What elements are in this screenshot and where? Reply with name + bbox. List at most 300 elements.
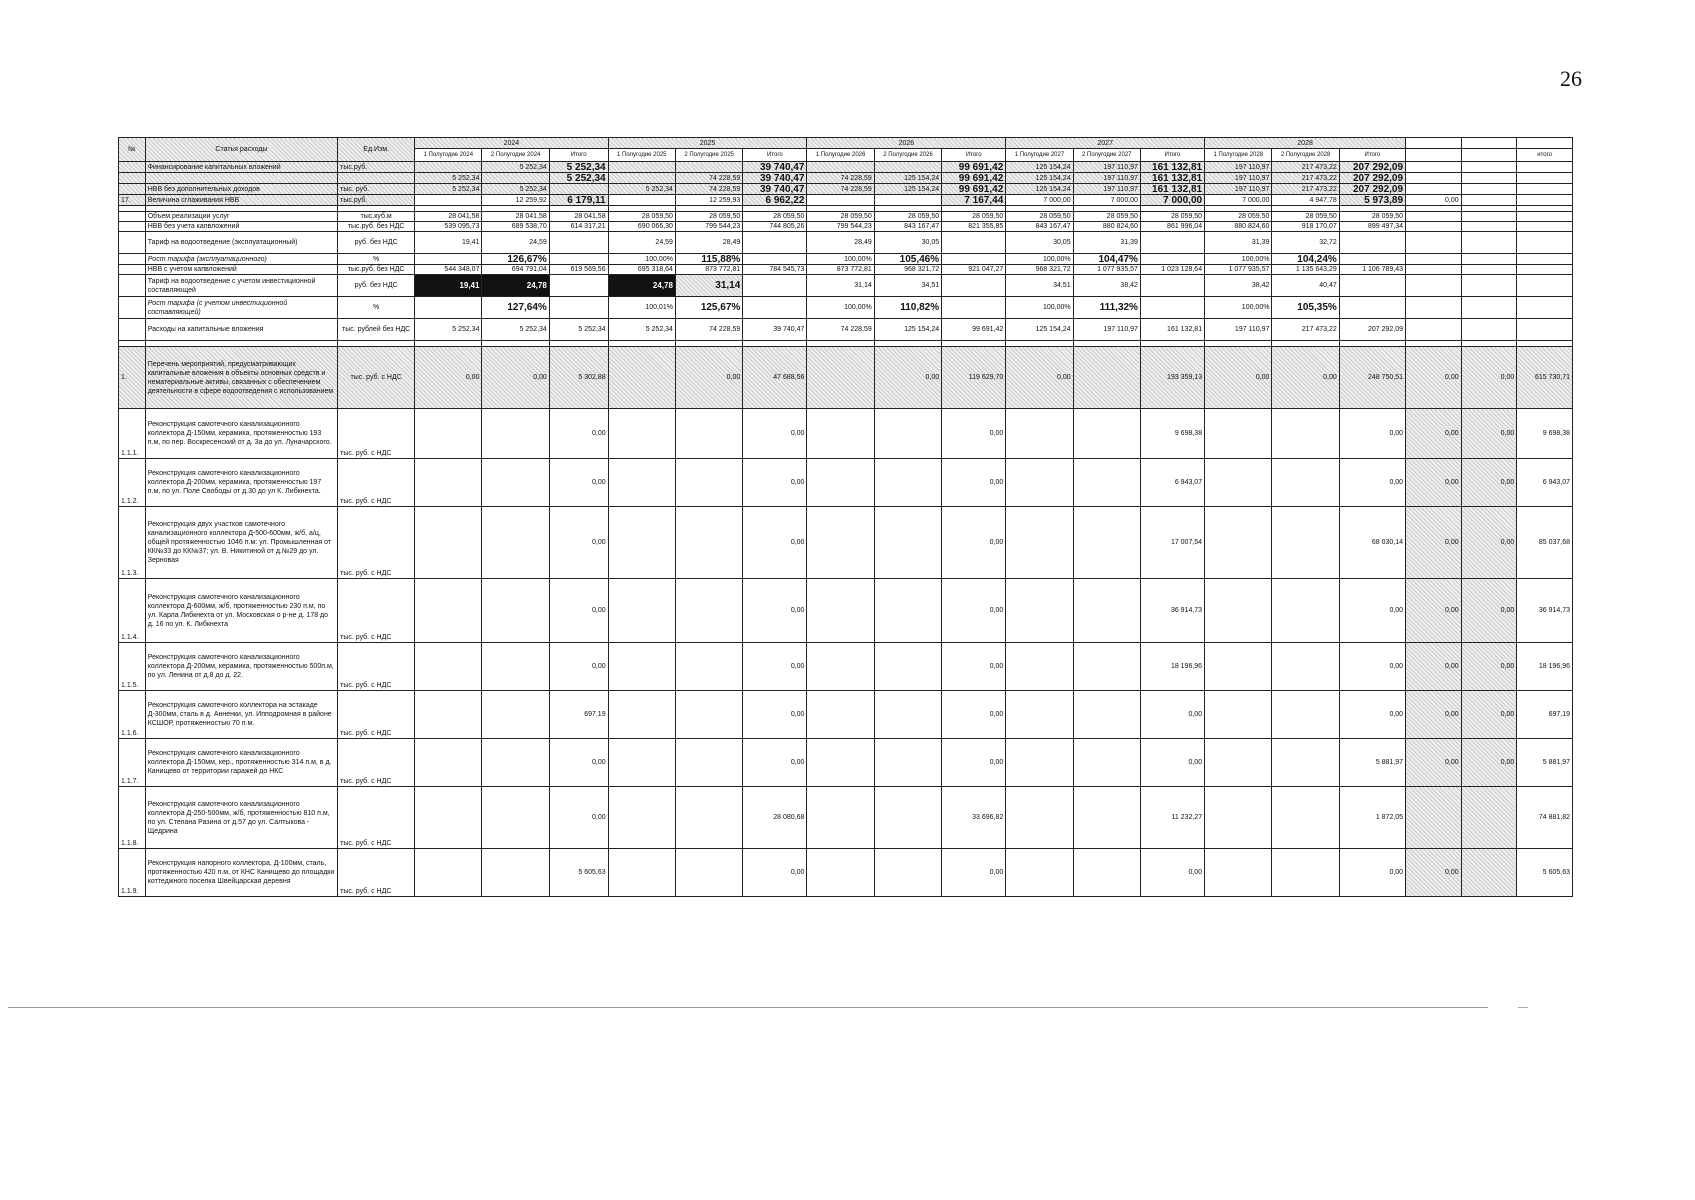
value-cell: 5 252,34 — [482, 162, 549, 173]
value-cell — [549, 232, 608, 254]
value-cell — [1140, 254, 1204, 265]
blank-cell — [482, 787, 549, 849]
value-cell: 28,49 — [675, 232, 742, 254]
value-cell: 1 872,05 — [1339, 787, 1405, 849]
blank-cell — [1406, 297, 1462, 319]
header-subcol: 1 Полугодие 2025 — [608, 149, 675, 162]
value-cell — [1461, 787, 1517, 849]
value-cell: 28 059,50 — [874, 212, 941, 222]
blank-cell — [675, 579, 742, 643]
row-num: 1.1.7. — [119, 739, 146, 787]
value-cell: 19,41 — [415, 275, 482, 297]
row-name: Финансирование капитальных вложений — [145, 162, 337, 173]
header-blank — [1461, 149, 1517, 162]
value-cell — [1406, 787, 1462, 849]
value-cell: 207 292,09 — [1339, 162, 1405, 173]
blank-cell — [415, 691, 482, 739]
value-cell: 5 881,97 — [1339, 739, 1405, 787]
value-cell — [807, 195, 874, 206]
row-unit: тыс.куб.м — [338, 212, 415, 222]
value-cell: 24,78 — [608, 275, 675, 297]
value-cell: 28 041,58 — [482, 212, 549, 222]
blank-cell — [1205, 691, 1272, 739]
value-cell — [743, 297, 807, 319]
value-cell: 9 698,38 — [1140, 409, 1204, 459]
blank-cell — [1406, 222, 1462, 232]
blank-cell — [1073, 507, 1140, 579]
value-cell: 24,59 — [482, 232, 549, 254]
value-cell: 12 259,93 — [675, 195, 742, 206]
value-cell: 7 167,44 — [942, 195, 1006, 206]
value-cell: 28,49 — [807, 232, 874, 254]
value-cell: 0,00 — [1339, 579, 1405, 643]
value-cell: 0,00 — [675, 347, 742, 409]
value-cell: 100,00% — [807, 297, 874, 319]
value-cell: 0,00 — [1339, 849, 1405, 897]
row-unit: тыс. руб. с НДС — [338, 459, 415, 507]
value-cell: 125 154,24 — [1006, 173, 1073, 184]
row-name: Рост тарифа (с учетом инвестиционной составляющей) — [145, 297, 337, 319]
total-cell: 9 698,38 — [1517, 409, 1573, 459]
total-cell — [1406, 173, 1462, 184]
row-num — [119, 275, 146, 297]
row-num: 1.1.9. — [119, 849, 146, 897]
blank-cell — [874, 507, 941, 579]
blank-cell — [1006, 409, 1073, 459]
row-name: Рост тарифа (эксплуатационного) — [145, 254, 337, 265]
blank-cell — [608, 579, 675, 643]
value-cell: 28 059,50 — [1140, 212, 1204, 222]
blank-cell — [675, 691, 742, 739]
value-cell — [874, 162, 941, 173]
header-num: № — [119, 138, 146, 162]
value-cell: 0,00 — [1406, 579, 1462, 643]
row-unit: тыс. рублей без НДС — [338, 319, 415, 341]
blank-cell — [608, 849, 675, 897]
value-cell: 1 106 789,43 — [1339, 265, 1405, 275]
value-cell: 0,00 — [1461, 739, 1517, 787]
blank-cell — [1461, 319, 1517, 341]
header-subcol: Итого — [743, 149, 807, 162]
blank-cell — [482, 409, 549, 459]
row-name: Реконструкция самотечного канализационного коллектора Д-150мм, кер., протяженностью 314 п.м, в д. Канищево от территории гаражей до НКС — [145, 739, 337, 787]
value-cell: 5 302,88 — [549, 347, 608, 409]
value-cell: 1 077 935,57 — [1073, 265, 1140, 275]
value-cell: 39 740,47 — [743, 173, 807, 184]
blank-cell — [1406, 275, 1462, 297]
blank-cell — [1517, 265, 1573, 275]
value-cell: 7 000,00 — [1073, 195, 1140, 206]
blank-cell — [807, 787, 874, 849]
value-cell: 100,01% — [608, 297, 675, 319]
value-cell: 843 167,47 — [1006, 222, 1073, 232]
blank-cell — [1073, 787, 1140, 849]
value-cell: 31,39 — [1073, 232, 1140, 254]
value-cell: 33 696,82 — [942, 787, 1006, 849]
blank-cell — [1517, 254, 1573, 265]
blank-cell — [1461, 265, 1517, 275]
value-cell: 99 691,42 — [942, 173, 1006, 184]
total-cell — [1406, 162, 1462, 173]
page-number: 26 — [1560, 66, 1582, 91]
value-cell — [675, 162, 742, 173]
value-cell: 74 228,59 — [807, 173, 874, 184]
row-name: Реконструкция самотечного канализационного коллектора Д-200мм, керамика, протяженностью 197 п.м, по ул. Поле Свободы от д.30 до ул К. Либкнехта. — [145, 459, 337, 507]
value-cell: 125 154,24 — [1006, 162, 1073, 173]
header-years-row — [119, 138, 1573, 149]
value-cell — [608, 173, 675, 184]
value-cell: 100,00% — [807, 254, 874, 265]
value-cell — [549, 184, 608, 195]
value-cell: 0,00 — [549, 579, 608, 643]
table-row — [119, 212, 1573, 222]
value-cell: 0,00 — [1406, 347, 1462, 409]
value-cell: 31,39 — [1205, 232, 1272, 254]
row-num — [119, 184, 146, 195]
value-cell: 24,59 — [608, 232, 675, 254]
table-row — [119, 691, 1573, 739]
value-cell: 0,00 — [1406, 643, 1462, 691]
blank-cell — [1517, 162, 1573, 173]
blank-cell — [608, 507, 675, 579]
value-cell: 7 000,00 — [1140, 195, 1204, 206]
row-num — [119, 162, 146, 173]
row-num — [119, 319, 146, 341]
value-cell: 34,51 — [1006, 275, 1073, 297]
value-cell: 40,47 — [1272, 275, 1339, 297]
value-cell: 207 292,09 — [1339, 173, 1405, 184]
value-cell: 0,00 — [549, 459, 608, 507]
value-cell: 125 154,24 — [874, 173, 941, 184]
blank-cell — [1006, 459, 1073, 507]
value-cell: 28 059,50 — [743, 212, 807, 222]
blank-cell — [807, 643, 874, 691]
value-cell: 28 059,50 — [1073, 212, 1140, 222]
value-cell: 126,67% — [482, 254, 549, 265]
tariff-table-wrapper — [118, 137, 1573, 897]
value-cell: 193 359,13 — [1140, 347, 1204, 409]
total-cell — [1406, 184, 1462, 195]
blank-cell — [1073, 691, 1140, 739]
value-cell: 28 059,50 — [1272, 212, 1339, 222]
value-cell: 100,00% — [1006, 254, 1073, 265]
blank-cell — [874, 691, 941, 739]
value-cell — [942, 297, 1006, 319]
value-cell: 100,00% — [608, 254, 675, 265]
value-cell: 5 605,63 — [549, 849, 608, 897]
value-cell — [1339, 275, 1405, 297]
total-cell: 697,19 — [1517, 691, 1573, 739]
row-name: Величина сглаживания НВВ — [145, 195, 337, 206]
blank-cell — [1461, 212, 1517, 222]
blank-cell — [415, 507, 482, 579]
value-cell: 0,00 — [1461, 459, 1517, 507]
value-cell: 1 135 643,29 — [1272, 265, 1339, 275]
value-cell: 28 041,58 — [415, 212, 482, 222]
value-cell: 28 080,68 — [743, 787, 807, 849]
value-cell: 125,67% — [675, 297, 742, 319]
table-row — [119, 459, 1573, 507]
value-cell: 161 132,81 — [1140, 173, 1204, 184]
row-unit: тыс. руб. с НДС — [338, 347, 415, 409]
value-cell — [942, 232, 1006, 254]
row-num — [119, 212, 146, 222]
value-cell: 5 252,34 — [608, 319, 675, 341]
value-cell — [1140, 275, 1204, 297]
value-cell: 697,19 — [549, 691, 608, 739]
value-cell: 217 473,22 — [1272, 184, 1339, 195]
value-cell: 614 317,21 — [549, 222, 608, 232]
blank-cell — [1006, 739, 1073, 787]
value-cell: 744 805,26 — [743, 222, 807, 232]
value-cell: 0,00 — [1006, 347, 1073, 409]
blank-cell — [1205, 849, 1272, 897]
header-subcol: Итого — [1140, 149, 1204, 162]
header-subcol: 2 Полугодие 2028 — [1272, 149, 1339, 162]
blank-cell — [1205, 787, 1272, 849]
value-cell: 544 348,07 — [415, 265, 482, 275]
value-cell: 28 059,50 — [675, 212, 742, 222]
value-cell: 615 730,71 — [1517, 347, 1573, 409]
table-row — [119, 195, 1573, 206]
value-cell: 0,00 — [942, 459, 1006, 507]
row-num: 1.1.4. — [119, 579, 146, 643]
blank-cell — [482, 739, 549, 787]
blank-cell — [1272, 409, 1339, 459]
row-num — [119, 232, 146, 254]
value-cell: 207 292,09 — [1339, 319, 1405, 341]
value-cell: 921 047,27 — [942, 265, 1006, 275]
header-subcol: Итого — [549, 149, 608, 162]
value-cell: 125 154,24 — [1006, 319, 1073, 341]
blank-cell — [1205, 409, 1272, 459]
value-cell: 0,00 — [743, 849, 807, 897]
value-cell: 99 691,42 — [942, 162, 1006, 173]
header-subcol: 1 Полугодие 2028 — [1205, 149, 1272, 162]
blank-cell — [807, 739, 874, 787]
blank-cell — [675, 739, 742, 787]
value-cell: 28 059,50 — [1339, 212, 1405, 222]
blank-cell — [415, 787, 482, 849]
value-cell: 0,00 — [942, 409, 1006, 459]
table-row — [119, 162, 1573, 173]
value-cell — [415, 254, 482, 265]
blank-cell — [1461, 222, 1517, 232]
value-cell: 0,00 — [1140, 739, 1204, 787]
value-cell: 0,00 — [942, 739, 1006, 787]
blank-cell — [675, 409, 742, 459]
value-cell: 861 996,04 — [1140, 222, 1204, 232]
blank-cell — [1272, 739, 1339, 787]
value-cell: 31,14 — [675, 275, 742, 297]
total-cell: 5 881,97 — [1517, 739, 1573, 787]
blank-cell — [1272, 459, 1339, 507]
total-cell: 5 605,63 — [1517, 849, 1573, 897]
blank-cell — [608, 459, 675, 507]
blank-cell — [874, 459, 941, 507]
value-cell: 0,00 — [743, 579, 807, 643]
blank-cell — [415, 409, 482, 459]
value-cell — [482, 173, 549, 184]
value-cell — [743, 275, 807, 297]
row-unit: % — [338, 254, 415, 265]
row-name: Реконструкция напорного коллектора, Д-100мм, сталь, протяженностью 420 п.м, от КНС Канищево до площадки коттеджного поселка Швейцарская деревня — [145, 849, 337, 897]
blank-cell — [807, 459, 874, 507]
value-cell: 6 962,22 — [743, 195, 807, 206]
total-cell: 6 943,07 — [1517, 459, 1573, 507]
value-cell: 68 030,14 — [1339, 507, 1405, 579]
blank-cell — [1006, 643, 1073, 691]
value-cell: 784 545,73 — [743, 265, 807, 275]
value-cell: 0,00 — [1406, 507, 1462, 579]
blank-cell — [1272, 643, 1339, 691]
value-cell: 0,00 — [743, 691, 807, 739]
tariff-table — [118, 137, 1573, 897]
table-row — [119, 275, 1573, 297]
table-row — [119, 254, 1573, 265]
blank-cell — [1205, 459, 1272, 507]
row-unit: % — [338, 297, 415, 319]
blank-cell — [807, 849, 874, 897]
blank-cell — [1461, 297, 1517, 319]
row-name — [145, 173, 337, 184]
blank-cell — [1517, 297, 1573, 319]
total-cell: 74 881,82 — [1517, 787, 1573, 849]
value-cell: 5 252,34 — [415, 184, 482, 195]
total-cell: 36 914,73 — [1517, 579, 1573, 643]
value-cell: 28 059,50 — [1006, 212, 1073, 222]
value-cell — [549, 275, 608, 297]
value-cell: 12 259,92 — [482, 195, 549, 206]
header-blank — [1406, 138, 1462, 149]
value-cell: 821 355,85 — [942, 222, 1006, 232]
blank-cell — [675, 849, 742, 897]
value-cell: 217 473,22 — [1272, 162, 1339, 173]
total-cell: 0,00 — [1406, 195, 1462, 206]
value-cell: 0,00 — [549, 787, 608, 849]
row-name: НВВ с учетом капвложений — [145, 265, 337, 275]
blank-cell — [1461, 275, 1517, 297]
blank-cell — [1205, 579, 1272, 643]
value-cell: 39 740,47 — [743, 319, 807, 341]
value-cell: 74 228,59 — [807, 319, 874, 341]
value-cell: 24,78 — [482, 275, 549, 297]
blank-cell — [482, 459, 549, 507]
table-row — [119, 409, 1573, 459]
value-cell: 5 252,34 — [608, 184, 675, 195]
blank-cell — [608, 787, 675, 849]
row-num: 1.1.2. — [119, 459, 146, 507]
value-cell: 217 473,22 — [1272, 173, 1339, 184]
blank-cell — [415, 739, 482, 787]
header-unit: Ед.Изм. — [338, 138, 415, 162]
row-name: Тариф на водоотведение (эксплуатационный) — [145, 232, 337, 254]
value-cell: 28 059,50 — [1205, 212, 1272, 222]
value-cell — [415, 195, 482, 206]
value-cell — [608, 195, 675, 206]
blank-cell — [608, 643, 675, 691]
header-subcol: 1 Полугодие 2027 — [1006, 149, 1073, 162]
table-row — [119, 319, 1573, 341]
row-num: 1.1.1. — [119, 409, 146, 459]
row-num — [119, 254, 146, 265]
row-num: 1.1.6. — [119, 691, 146, 739]
value-cell — [549, 297, 608, 319]
value-cell: 197 110,97 — [1073, 184, 1140, 195]
blank-cell — [1272, 691, 1339, 739]
row-unit — [338, 173, 415, 184]
value-cell — [1339, 297, 1405, 319]
value-cell: 161 132,81 — [1140, 162, 1204, 173]
blank-cell — [1517, 173, 1573, 184]
row-unit: руб. без НДС — [338, 275, 415, 297]
value-cell — [1073, 347, 1140, 409]
value-cell: 5 252,34 — [549, 162, 608, 173]
value-cell: 197 110,97 — [1205, 173, 1272, 184]
row-num: 1.1.8. — [119, 787, 146, 849]
value-cell: 104,24% — [1272, 254, 1339, 265]
blank-cell — [675, 787, 742, 849]
row-num — [119, 173, 146, 184]
value-cell: 74 228,59 — [807, 184, 874, 195]
blank-cell — [1006, 849, 1073, 897]
value-cell — [807, 162, 874, 173]
value-cell: 110,82% — [874, 297, 941, 319]
value-cell: 0,00 — [942, 507, 1006, 579]
value-cell — [743, 232, 807, 254]
table-row — [119, 787, 1573, 849]
header-article: Статья расходы — [145, 138, 337, 162]
value-cell: 694 791,04 — [482, 265, 549, 275]
total-cell: 85 037,68 — [1517, 507, 1573, 579]
value-cell: 0,00 — [1406, 739, 1462, 787]
row-num — [119, 297, 146, 319]
value-cell — [942, 254, 1006, 265]
blank-cell — [874, 787, 941, 849]
row-unit: тыс. руб. с НДС — [338, 507, 415, 579]
value-cell: 843 167,47 — [874, 222, 941, 232]
header-subcol: Итого — [1339, 149, 1405, 162]
value-cell — [1339, 254, 1405, 265]
value-cell: 28 059,50 — [807, 212, 874, 222]
value-cell: 0,00 — [1461, 409, 1517, 459]
blank-cell — [1272, 507, 1339, 579]
value-cell: 99 691,42 — [942, 184, 1006, 195]
value-cell: 0,00 — [1406, 849, 1462, 897]
blank-cell — [1073, 739, 1140, 787]
value-cell: 6 943,07 — [1140, 459, 1204, 507]
row-unit: тыс.руб. — [338, 195, 415, 206]
header-year: 2025 — [608, 138, 807, 149]
value-cell: 0,00 — [1339, 459, 1405, 507]
header-total: итого — [1517, 149, 1573, 162]
blank-cell — [1461, 195, 1517, 206]
value-cell: 0,00 — [1406, 409, 1462, 459]
value-cell: 34,51 — [874, 275, 941, 297]
value-cell: 0,00 — [942, 643, 1006, 691]
row-unit: тыс. руб. с НДС — [338, 579, 415, 643]
row-name: Реконструкция самотечного канализационного коллектора Д-200мм, керамика, протяженностью 500п.м, по ул. Ленина от д.8 до д. 22. — [145, 643, 337, 691]
value-cell: 197 110,97 — [1205, 184, 1272, 195]
blank-cell — [1517, 319, 1573, 341]
value-cell: 873 772,81 — [675, 265, 742, 275]
blank-cell — [1517, 195, 1573, 206]
header-subcol: 2 Полугодие 2026 — [874, 149, 941, 162]
value-cell: 111,32% — [1073, 297, 1140, 319]
value-cell: 28 041,58 — [549, 212, 608, 222]
value-cell: 47 688,56 — [743, 347, 807, 409]
table-row — [119, 849, 1573, 897]
